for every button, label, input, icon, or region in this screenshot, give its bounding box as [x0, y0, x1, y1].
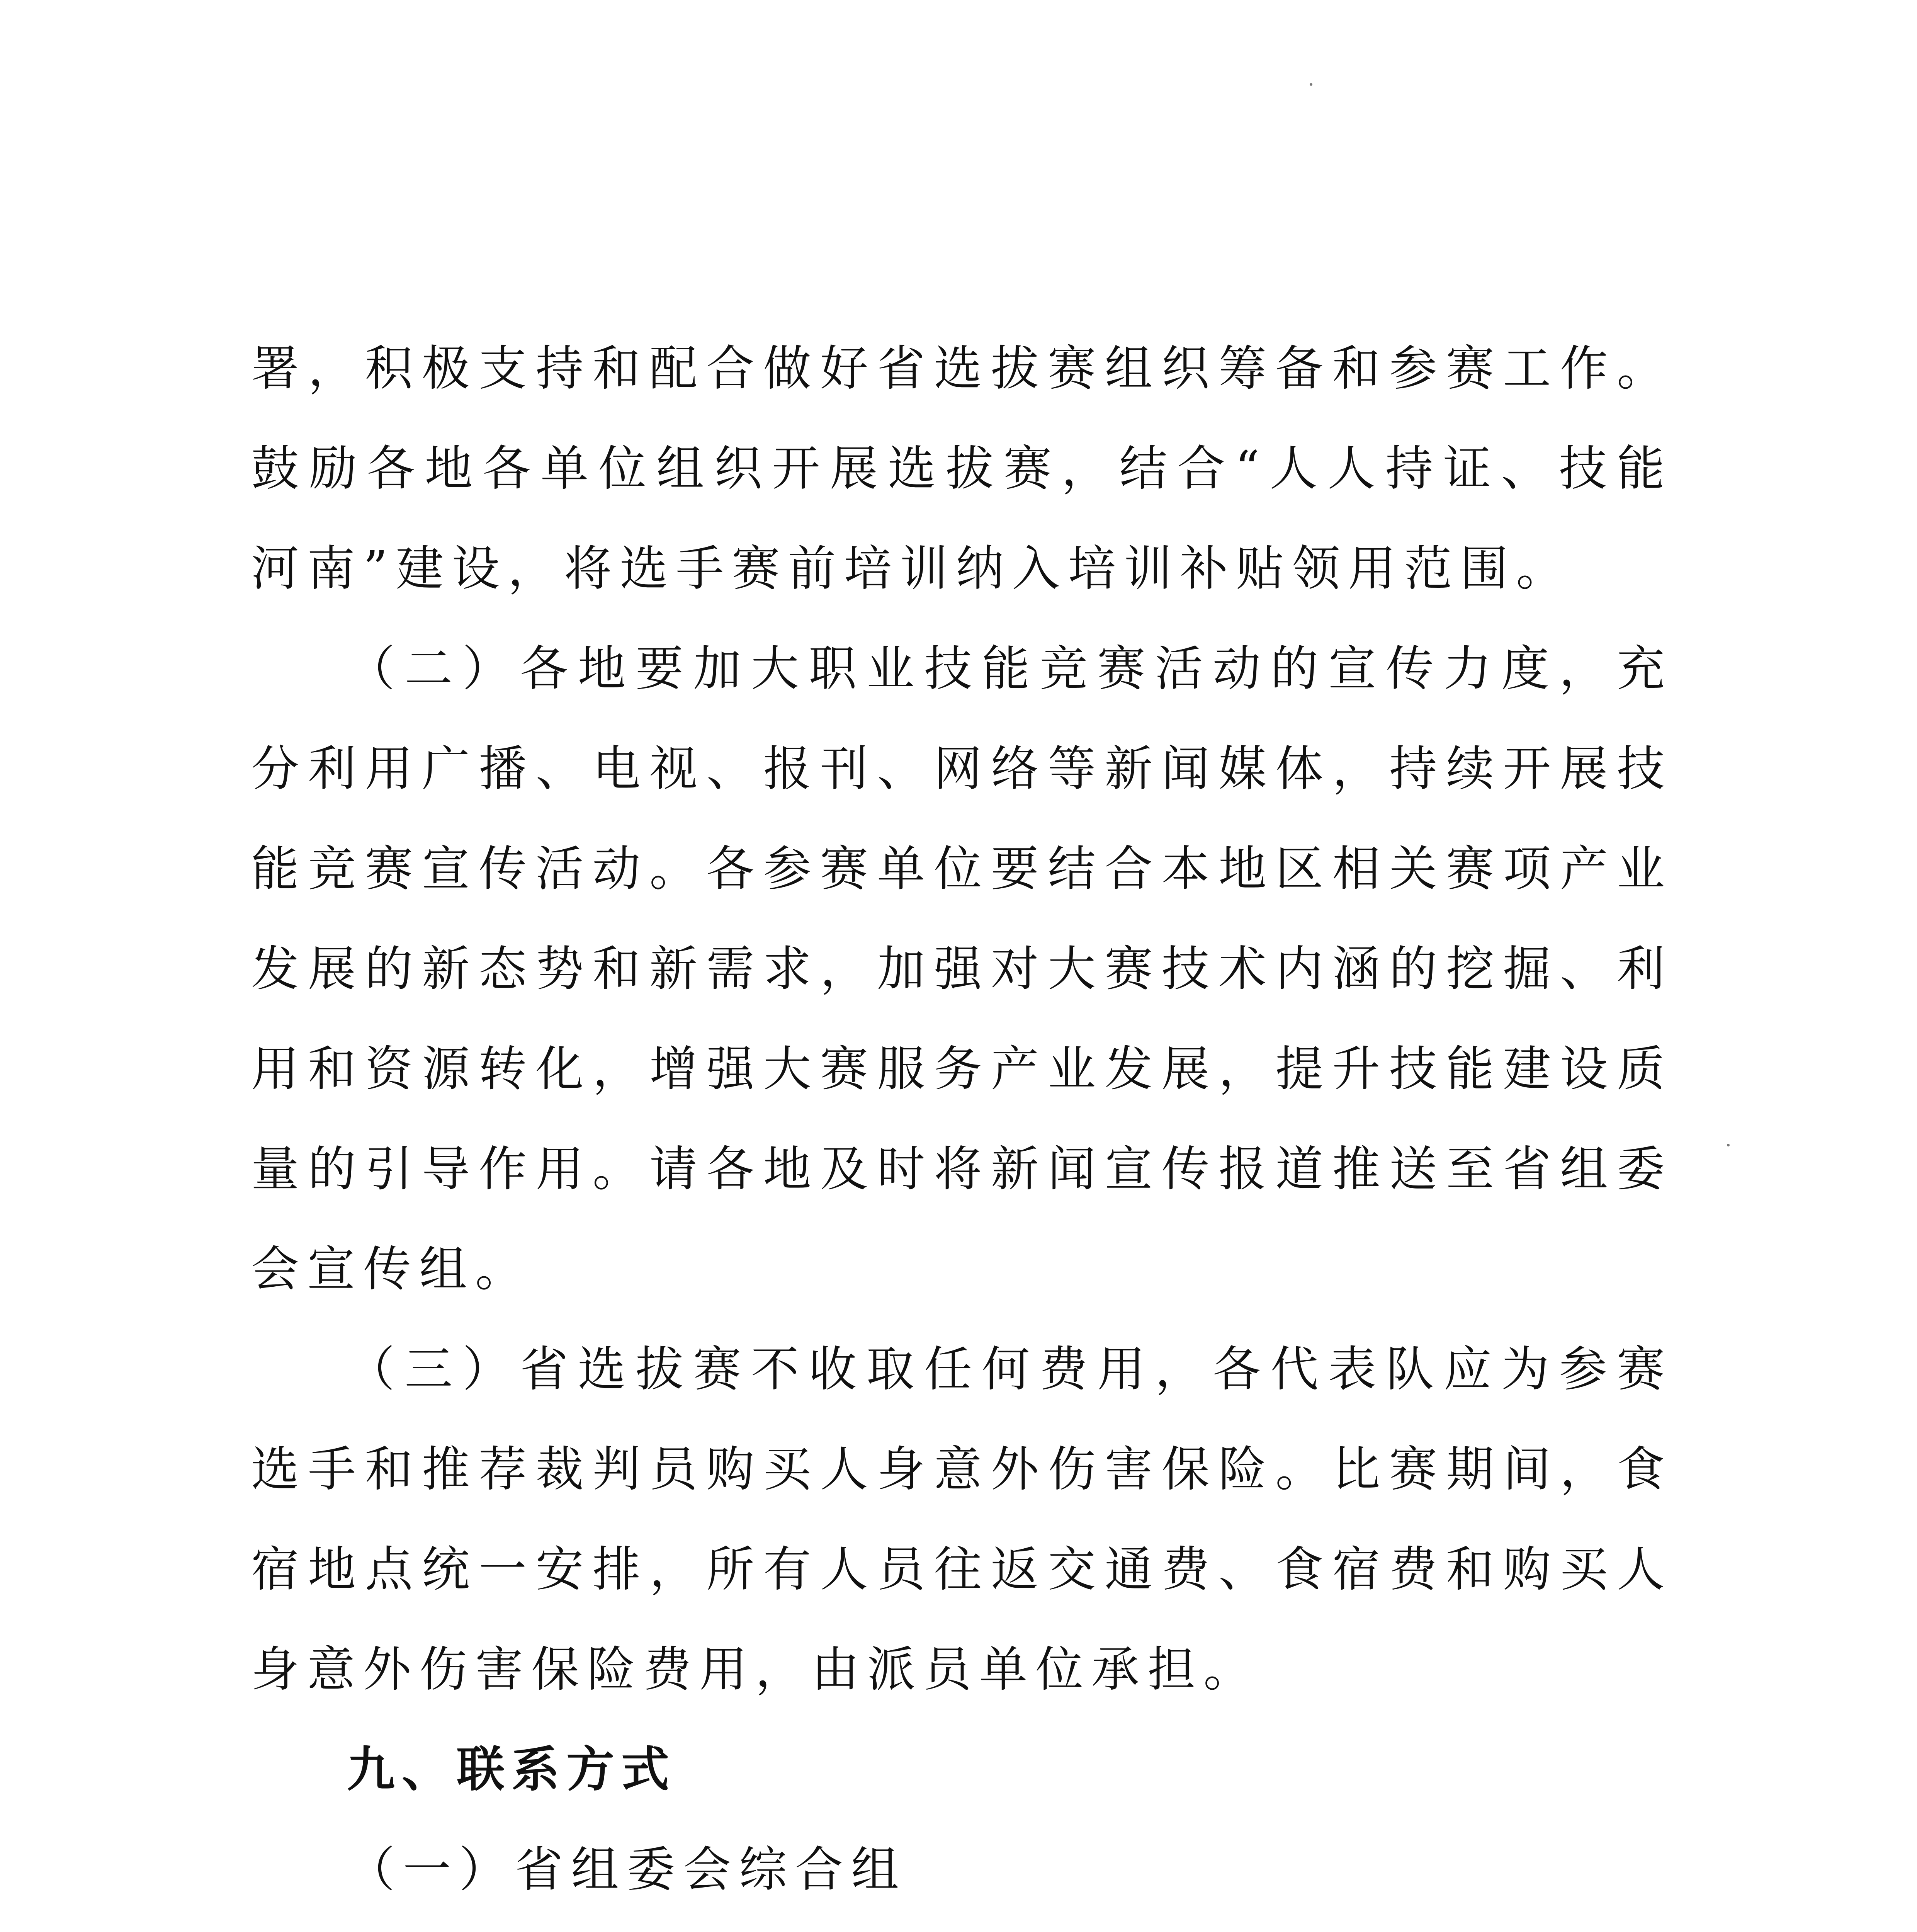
contact-group-general [251, 1920, 1673, 1932]
paragraph-publicity: （二）各地要加大职业技能竞赛活动的宣传力度，充分利用广播、电视、报刊、网络等新闻媒体，持续开展技能竞赛宣传活动。各参赛单位要结合本地区相关赛项产业发展的新态势和新需求，加强对大赛技术内涵的挖掘、利用和资源转化，增强大赛服务产业发展，提升技能建设质量的引导作用。请各地及时将新闻宣传报道推送至省组委会宣传组。 [251, 641, 1673, 1297]
scan-speck [1310, 83, 1312, 86]
paragraph-continuation: 署，积极支持和配合做好省选拔赛组织筹备和参赛工作。鼓励各地各单位组织开展选拔赛，结合“人人持证、技能河南”建设，将选手赛前培训纳入培训补贴领用范围。 [251, 341, 1673, 597]
scan-speck [1727, 1144, 1730, 1146]
section-heading-contact: 九、联系方式 [347, 1742, 676, 1798]
contact-group-title-general: （一）省组委会综合组 [347, 1842, 908, 1898]
document-body [251, 319, 1673, 1932]
contact-person-general [347, 1920, 1673, 1932]
paragraph-fees: （三）省选拔赛不收取任何费用，各代表队应为参赛选手和推荐裁判员购买人身意外伤害保险。比赛期间，食宿地点统一安排，所有人员往返交通费、食宿费和购买人身意外伤害保险费用，由派员单位承担。 [251, 1342, 1673, 1697]
